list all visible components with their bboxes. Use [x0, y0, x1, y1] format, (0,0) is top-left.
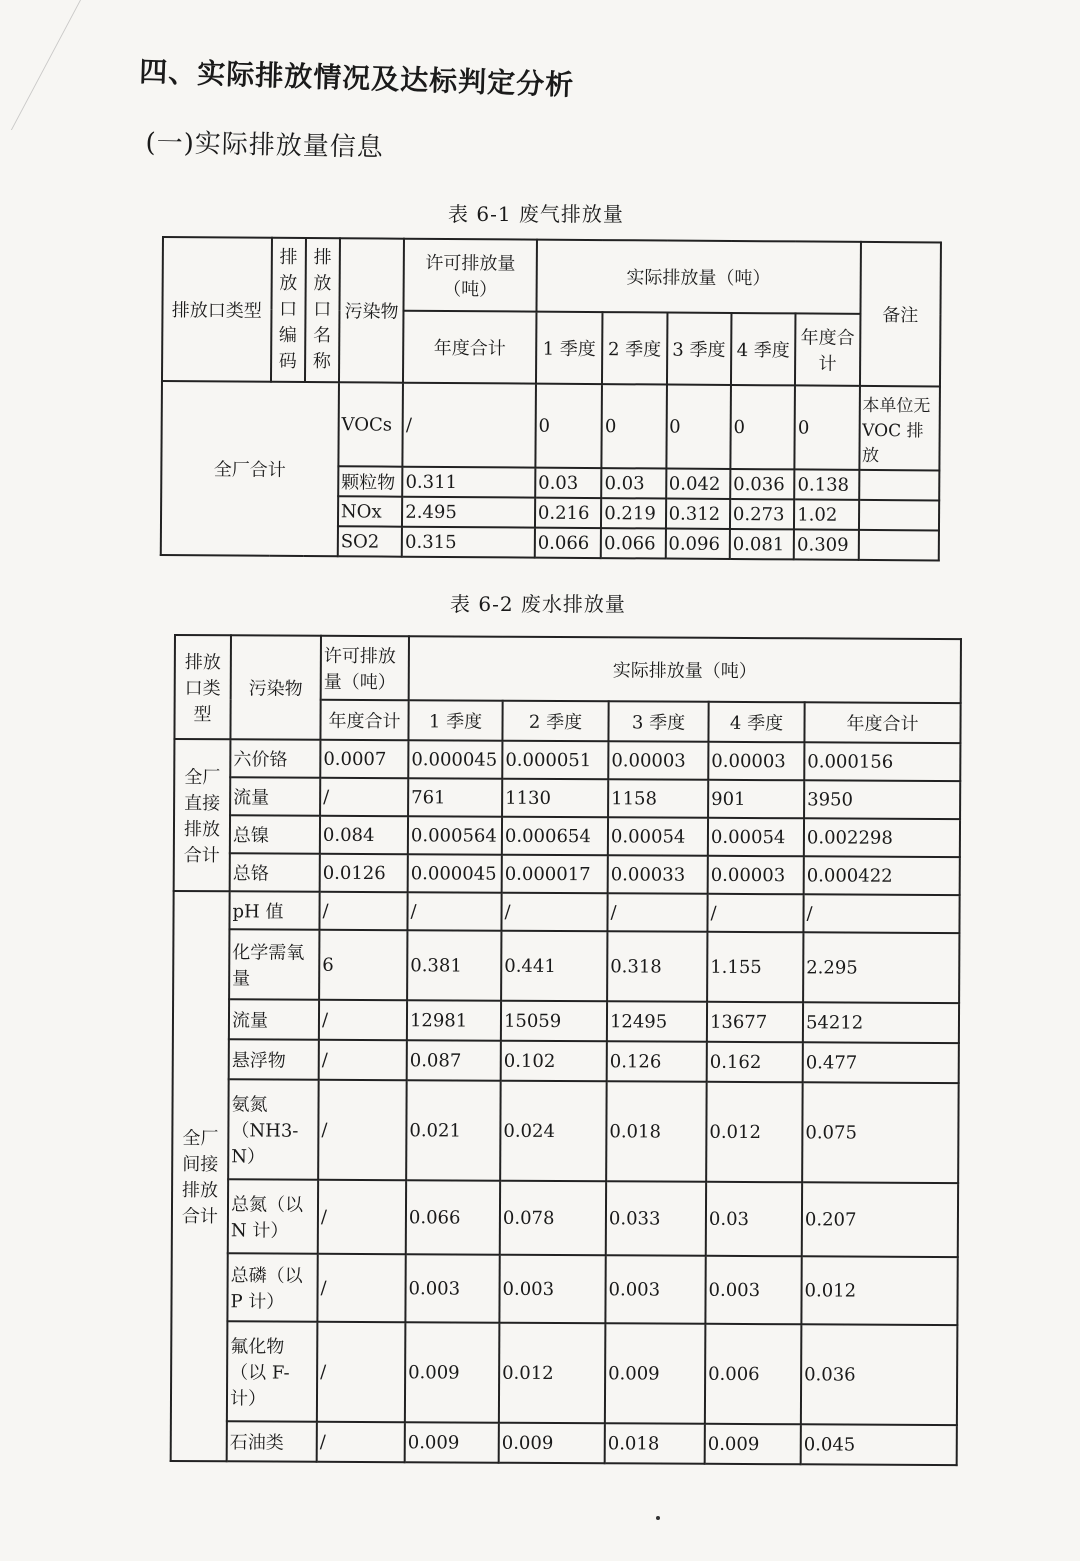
q2-cell: 0.102 [501, 1041, 607, 1082]
header-remarks: 备注 [860, 242, 941, 387]
pollutant-cell: VOCs [338, 382, 403, 466]
permitted-cell: / [319, 1040, 407, 1080]
remark-cell: 本单位无 VOC 排放 [859, 386, 940, 471]
table-row [173, 891, 959, 933]
q1-cell: 0.000045 [408, 854, 502, 892]
pollutant-cell: 化学需氧量 [229, 929, 319, 999]
q4-cell: 0.036 [730, 469, 795, 499]
table-row [172, 1079, 959, 1183]
header-outlet-type: 排放口类型 [162, 237, 272, 382]
table-row [174, 853, 960, 895]
table-row [171, 1253, 957, 1325]
q2-cell: 0.024 [500, 1081, 607, 1182]
q2-cell: 0.441 [501, 931, 607, 1002]
pollutant-cell: 流量 [230, 777, 320, 815]
permitted-cell: / [403, 383, 536, 468]
q3-cell: 0.00003 [608, 741, 708, 780]
q1-cell: 0 [535, 384, 602, 468]
q3-cell: 0.096 [665, 529, 730, 559]
pollutant-cell: 总镍 [230, 815, 320, 853]
q1-cell: 0.087 [407, 1040, 501, 1080]
permitted-cell: / [317, 1322, 406, 1422]
q1-cell: 761 [408, 778, 502, 816]
remark-cell [858, 530, 939, 561]
pollutant-cell: 流量 [229, 999, 319, 1039]
header-q4: 4 季度 [708, 702, 804, 743]
q4-cell: 13677 [707, 1002, 803, 1043]
wastewater-emissions-table [170, 634, 962, 1466]
pollutant-cell: 氟化物（以 F-计） [227, 1321, 318, 1421]
permitted-cell: 0.0126 [320, 854, 408, 892]
total-cell: 2.295 [803, 932, 959, 1003]
subsection-title: (一)实际排放量信息 [145, 127, 385, 163]
total-cell: 54212 [803, 1002, 959, 1043]
q2-cell: 1130 [502, 779, 608, 818]
q1-cell: 0.066 [535, 528, 602, 558]
q2-cell: 0.000017 [502, 855, 608, 894]
q3-cell: 1158 [608, 779, 708, 818]
q4-cell: 0.273 [730, 499, 795, 529]
table-row [173, 999, 959, 1043]
q2-cell: 0 [602, 384, 667, 468]
total-cell: 0.477 [803, 1042, 959, 1083]
total-cell: 1.02 [794, 499, 859, 529]
header-q1: 1 季度 [408, 700, 502, 740]
q4-cell: 0.00003 [708, 856, 804, 895]
pollutant-cell: 颗粒物 [338, 466, 403, 496]
permitted-cell: / [319, 892, 407, 930]
q2-cell: 0.03 [601, 468, 666, 498]
total-cell: 0.002298 [804, 818, 960, 857]
group-label-direct: 全厂直接排放合计 [174, 739, 231, 891]
pollutant-cell: 总氮（以 N 计） [228, 1179, 318, 1253]
total-cell: 0.138 [794, 469, 859, 499]
pollutant-cell: NOx [338, 496, 403, 526]
q3-cell: 0 [666, 385, 731, 469]
total-cell: 0 [795, 385, 860, 469]
q3-cell: / [607, 893, 707, 932]
q3-cell: 0.009 [605, 1323, 706, 1424]
table-row [161, 381, 940, 470]
table-row [174, 777, 960, 819]
permitted-cell: 6 [319, 930, 407, 1000]
header-actual: 实际排放量（吨） [409, 636, 961, 703]
q4-cell: 0.03 [706, 1182, 802, 1257]
total-cell: 0.045 [801, 1424, 957, 1465]
pollutant-cell: SO2 [338, 526, 403, 556]
q1-cell: 0.066 [406, 1180, 500, 1254]
q1-cell: 0.216 [535, 498, 602, 528]
table-row [173, 929, 959, 1003]
header-q2: 2 季度 [502, 701, 608, 742]
permitted-cell: 2.495 [402, 497, 535, 528]
table-row [174, 815, 960, 857]
remark-cell [859, 470, 940, 501]
header-actual: 实际排放量（吨） [536, 240, 860, 314]
q2-cell: 0.219 [601, 498, 666, 528]
q3-cell: 0.126 [607, 1041, 707, 1082]
pollutant-cell: 悬浮物 [229, 1039, 319, 1079]
q1-cell: 0.03 [535, 468, 602, 498]
q4-cell: 1.155 [707, 932, 803, 1003]
header-pollutant: 污染物 [339, 238, 404, 382]
q2-cell: 0.078 [500, 1181, 606, 1256]
table-row [171, 1421, 957, 1465]
table2-caption: 表 6-2 废水排放量 [450, 592, 626, 616]
table-row [173, 1039, 959, 1083]
total-cell: 0.012 [801, 1256, 957, 1325]
q1-cell: 0.021 [406, 1080, 501, 1180]
header-permitted: 许可排放量（吨） [404, 239, 537, 312]
exhaust-gas-emissions-table [160, 236, 942, 561]
q2-cell: / [501, 893, 607, 932]
permitted-cell: / [319, 1000, 407, 1040]
header-outlet-name: 排放口名称 [305, 238, 340, 382]
permitted-cell: / [317, 1254, 405, 1322]
total-cell: 0.309 [794, 529, 859, 559]
q3-cell: 0.042 [666, 469, 731, 499]
remark-cell [858, 500, 939, 531]
permitted-cell: 0.0007 [320, 740, 408, 778]
q3-cell: 0.018 [605, 1423, 705, 1464]
permitted-cell: / [320, 778, 408, 816]
q3-cell: 0.033 [606, 1181, 706, 1256]
header-outlet-type: 排放口类型 [174, 635, 231, 739]
q3-cell: 0.312 [666, 499, 731, 529]
page-fold-mark [0, 0, 81, 130]
header-q3: 3 季度 [608, 701, 708, 742]
q1-cell: 12981 [407, 1000, 501, 1040]
header-annual-total: 年度合计 [320, 700, 408, 740]
total-cell: 0.075 [802, 1082, 959, 1183]
pollutant-cell: pH 值 [229, 891, 319, 929]
permitted-cell: 0.084 [320, 816, 408, 854]
table-row [174, 739, 960, 781]
group-label-indirect: 全厂间接排放合计 [171, 891, 230, 1461]
q4-cell: 0.081 [730, 529, 795, 559]
q1-cell: 0.000045 [408, 740, 502, 778]
permitted-cell: 0.315 [402, 527, 535, 558]
q4-cell: 0.003 [705, 1256, 801, 1325]
header-annual-total: 年度合计 [403, 311, 536, 384]
q2-cell: 0.009 [499, 1423, 605, 1464]
header-q1: 1 季度 [536, 312, 603, 384]
q2-cell: 0.003 [499, 1255, 605, 1324]
q1-cell: / [407, 892, 501, 930]
total-cell: 0.000422 [804, 856, 960, 895]
header-outlet-code: 排放口编码 [271, 238, 306, 382]
pollutant-cell: 总铬 [230, 853, 320, 891]
q3-cell: 0.00054 [608, 817, 708, 856]
header-annual-total-actual: 年度合计 [804, 702, 960, 743]
q2-cell: 0.066 [601, 528, 666, 558]
header-q2: 2 季度 [602, 312, 667, 384]
page-dot [656, 1516, 660, 1520]
total-cell: / [803, 894, 959, 933]
header-pollutant: 污染物 [230, 635, 321, 739]
pollutant-cell: 总磷（以 P 计） [227, 1253, 317, 1321]
header-permitted: 许可排放量（吨） [321, 636, 409, 700]
q4-cell: 0.162 [707, 1042, 803, 1083]
total-cell: 0.036 [801, 1324, 958, 1425]
pollutant-cell: 氨氮（NH3-N） [228, 1079, 319, 1179]
header-q4: 4 季度 [731, 313, 796, 385]
q4-cell: 0.00054 [708, 818, 804, 857]
permitted-cell: / [317, 1422, 405, 1462]
q2-cell: 15059 [501, 1001, 607, 1042]
header-annual-total-actual: 年度合计 [795, 313, 860, 385]
q1-cell: 0.381 [407, 930, 501, 1000]
group-label-whole-plant: 全厂合计 [161, 381, 339, 556]
q1-cell: 0.003 [405, 1254, 499, 1322]
permitted-cell: / [318, 1080, 407, 1180]
q4-cell: 901 [708, 780, 804, 819]
q2-cell: 0.000051 [502, 741, 608, 780]
permitted-cell: / [318, 1180, 406, 1254]
total-cell: 3950 [804, 780, 960, 819]
header-q3: 3 季度 [667, 313, 732, 385]
table-row [171, 1321, 958, 1425]
total-cell: 0.207 [802, 1182, 958, 1257]
q3-cell: 0.318 [607, 931, 707, 1002]
q4-cell: 0 [730, 385, 795, 469]
q3-cell: 0.018 [606, 1081, 707, 1182]
q4-cell: 0.012 [706, 1082, 803, 1183]
permitted-cell: 0.311 [402, 467, 535, 498]
total-cell: 0.000156 [804, 742, 960, 781]
section-title: 四、实际排放情况及达标判定分析 [138, 54, 575, 102]
table-row [172, 1179, 958, 1257]
q2-cell: 0.012 [499, 1323, 606, 1424]
q1-cell: 0.009 [405, 1422, 499, 1462]
q4-cell: 0.006 [705, 1324, 802, 1425]
pollutant-cell: 六价铬 [230, 739, 320, 777]
q4-cell: 0.009 [705, 1424, 801, 1465]
q4-cell: 0.00003 [708, 742, 804, 781]
q4-cell: / [707, 894, 803, 933]
q2-cell: 0.000654 [502, 817, 608, 856]
pollutant-cell: 石油类 [227, 1421, 317, 1461]
q1-cell: 0.000564 [408, 816, 502, 854]
q3-cell: 0.003 [605, 1255, 705, 1324]
q3-cell: 12495 [607, 1001, 707, 1042]
table1-caption: 表 6-1 废气排放量 [448, 202, 624, 226]
q1-cell: 0.009 [405, 1322, 500, 1422]
q3-cell: 0.00033 [608, 855, 708, 894]
